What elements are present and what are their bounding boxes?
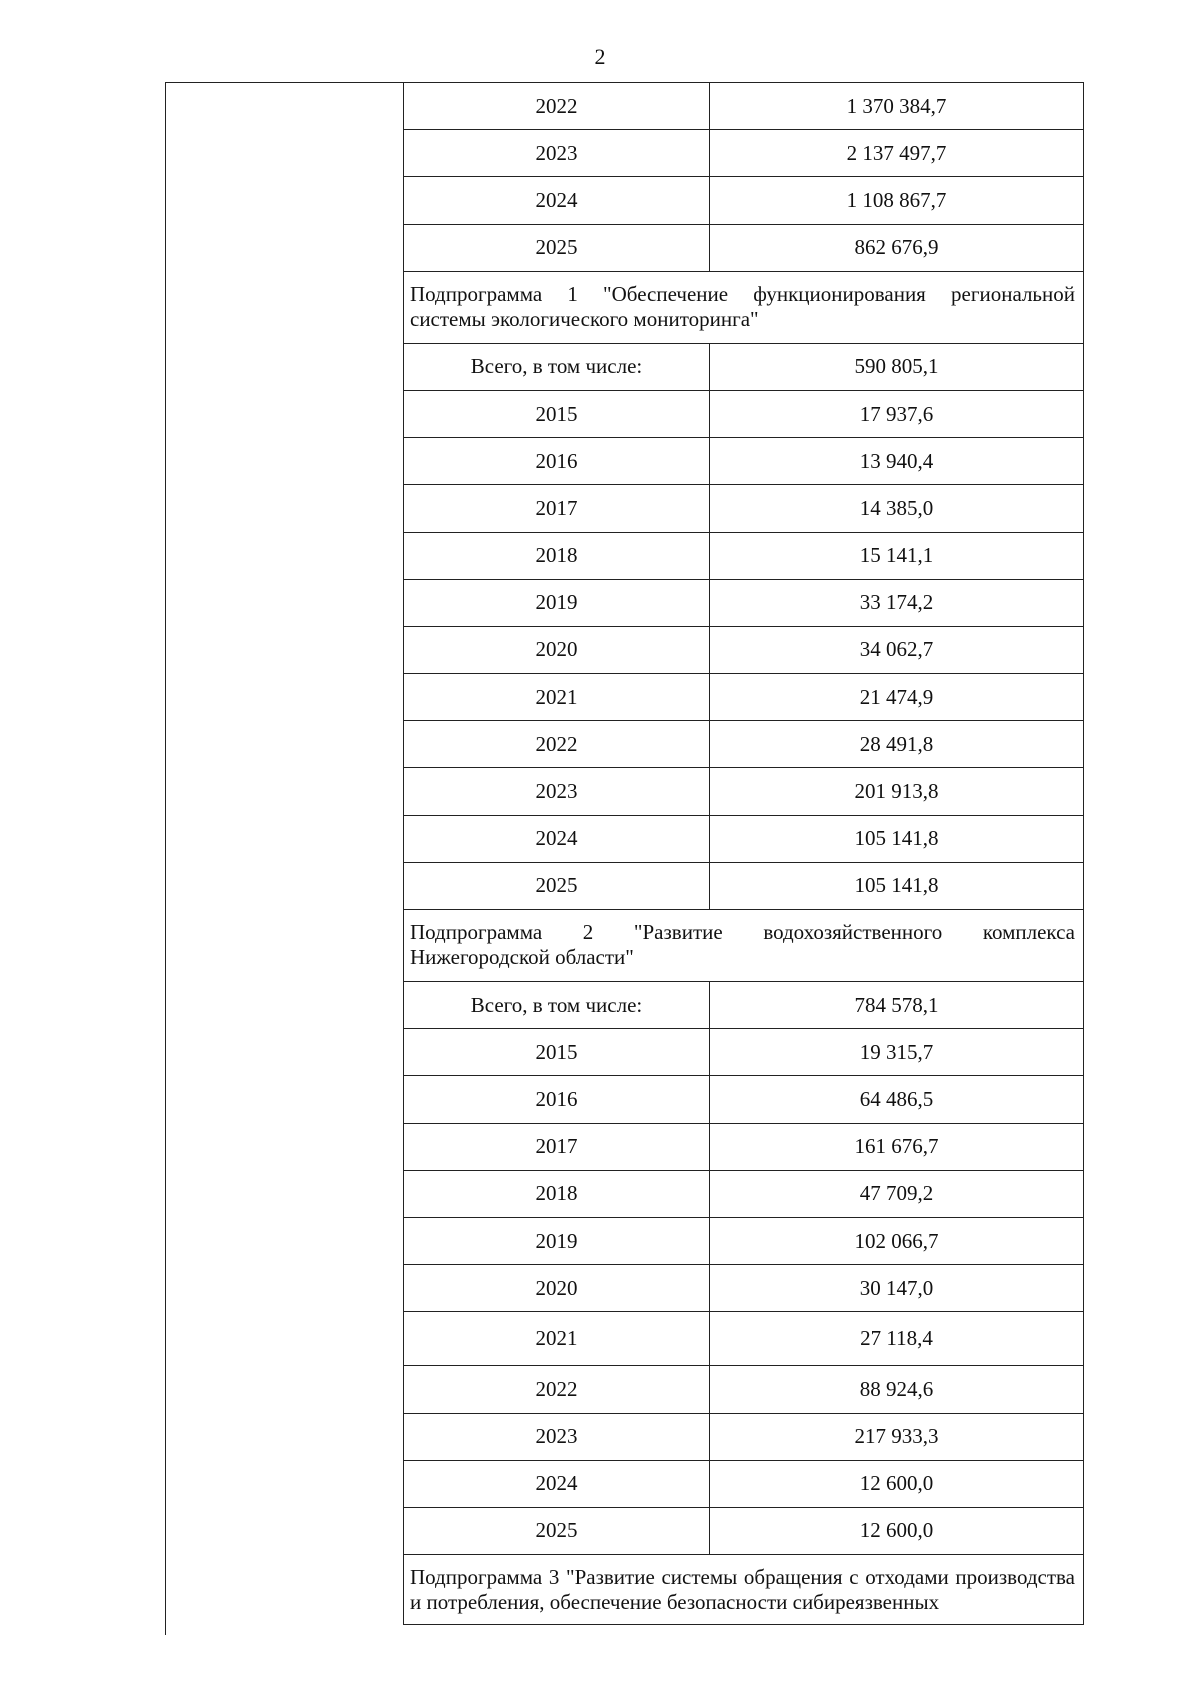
year-cell: 2023 [404, 1414, 710, 1460]
year-cell: 2024 [404, 1461, 710, 1507]
year-cell: 2023 [404, 768, 710, 814]
table-row [404, 176, 1084, 223]
amount-cell: 17 937,6 [859, 401, 934, 426]
amount-cell: 27 118,4 [860, 1326, 933, 1351]
year-cell: 2019 [404, 580, 710, 626]
table-row [404, 390, 1084, 437]
amount-cell: 217 933,3 [854, 1424, 939, 1449]
year-cell: 2025 [404, 225, 710, 271]
table-row [404, 1264, 1084, 1311]
subprogram-2-heading: Подпрограмма 2 "Развитие водохозяйственного комплекса Нижегородской области" [404, 909, 1084, 981]
table-row [404, 129, 1084, 176]
amount-cell: 88 924,6 [859, 1376, 934, 1401]
amount-cell: 161 676,7 [854, 1134, 939, 1159]
year-cell: 2020 [404, 1265, 710, 1311]
table-row [404, 1311, 1084, 1365]
amount-cell: 21 474,9 [859, 684, 934, 709]
left-column-cell [165, 82, 404, 1635]
amount-cell: 590 805,1 [854, 354, 939, 379]
page-number: 2 [594, 44, 606, 69]
subprogram-1-heading: Подпрограмма 1 "Обеспечение функционирования региональной системы экологического мониторинга" [404, 271, 1084, 343]
amount-cell: 64 486,5 [859, 1086, 934, 1111]
year-cell: 2024 [404, 816, 710, 862]
table-row [404, 1460, 1084, 1507]
table-row [404, 626, 1084, 673]
table-row [404, 1217, 1084, 1264]
amount-cell: 14 385,0 [859, 495, 934, 520]
table-row [404, 484, 1084, 531]
amount-cell: 47 709,2 [859, 1181, 934, 1206]
amount-cell: 862 676,9 [854, 235, 939, 260]
amount-cell: 12 600,0 [859, 1471, 934, 1496]
table-row [404, 1075, 1084, 1122]
year-cell: 2015 [404, 391, 710, 437]
amount-cell: 28 491,8 [859, 731, 934, 756]
table-row [404, 1170, 1084, 1217]
amount-cell: 13 940,4 [859, 448, 934, 473]
table-row [404, 767, 1084, 814]
year-cell: 2023 [404, 130, 710, 176]
year-cell: 2021 [404, 1312, 710, 1365]
year-cell: 2016 [404, 1076, 710, 1122]
amount-cell: 19 315,7 [859, 1039, 934, 1064]
amount-cell: 102 066,7 [854, 1228, 939, 1253]
table-row [404, 1413, 1084, 1460]
subprogram-3-heading: Подпрограмма 3 "Развитие системы обращения с отходами производства и потребления, обеспечение безопасности сибиреязвенных [404, 1554, 1084, 1625]
amount-cell: 1 370 384,7 [846, 93, 947, 118]
total-label-cell: Всего, в том числе: [404, 344, 710, 390]
year-cell: 2024 [404, 177, 710, 223]
amount-cell: 784 578,1 [854, 992, 939, 1017]
year-cell: 2019 [404, 1218, 710, 1264]
year-cell: 2025 [404, 1508, 710, 1554]
amount-cell: 30 147,0 [859, 1275, 934, 1300]
year-cell: 2017 [404, 485, 710, 531]
year-cell: 2025 [404, 863, 710, 909]
amount-cell: 105 141,8 [854, 826, 939, 851]
table-row [404, 673, 1084, 720]
table-row [404, 579, 1084, 626]
total-label-cell: Всего, в том числе: [404, 982, 710, 1028]
year-cell: 2022 [404, 1366, 710, 1412]
year-cell: 2017 [404, 1124, 710, 1170]
amount-cell: 1 108 867,7 [846, 187, 947, 212]
amount-cell: 105 141,8 [854, 873, 939, 898]
table-row [404, 224, 1084, 271]
table-row [404, 720, 1084, 767]
table-row [404, 1365, 1084, 1412]
table-row-total [404, 981, 1084, 1028]
table-row [404, 815, 1084, 862]
table-row [404, 82, 1084, 129]
table-row [404, 1028, 1084, 1075]
table-row [404, 1123, 1084, 1170]
table-row [404, 532, 1084, 579]
amount-cell: 12 600,0 [859, 1518, 934, 1543]
table-row [404, 1507, 1084, 1554]
year-cell: 2015 [404, 1029, 710, 1075]
table-row-total [404, 343, 1084, 390]
amount-cell: 33 174,2 [859, 590, 934, 615]
year-cell: 2020 [404, 627, 710, 673]
year-cell: 2018 [404, 1171, 710, 1217]
year-cell: 2022 [404, 721, 710, 767]
amount-cell: 2 137 497,7 [846, 140, 947, 165]
table-row [404, 862, 1084, 909]
year-cell: 2018 [404, 533, 710, 579]
amount-cell: 34 062,7 [859, 637, 934, 662]
year-cell: 2021 [404, 674, 710, 720]
year-cell: 2022 [404, 83, 710, 129]
table-row [404, 437, 1084, 484]
amount-cell: 15 141,1 [859, 543, 934, 568]
amount-cell: 201 913,8 [854, 779, 939, 804]
year-cell: 2016 [404, 438, 710, 484]
funding-table [403, 82, 1084, 1625]
